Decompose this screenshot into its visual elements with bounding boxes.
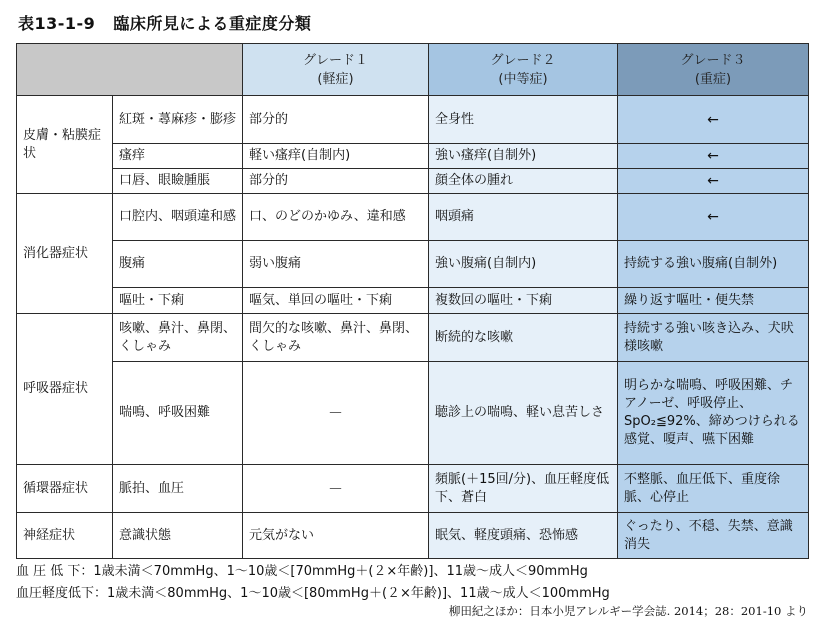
category-skin: 皮膚・粘膜症状 (17, 96, 113, 194)
symptom-cell: 脈拍、血圧 (113, 465, 243, 513)
symptom-cell: 意識状態 (113, 513, 243, 559)
category-respiratory: 呼吸器症状 (17, 314, 113, 465)
grade3-cell: ← (618, 144, 809, 169)
table-row (17, 169, 809, 194)
header-grade1 (243, 44, 429, 96)
grade3-cell: 持続する強い腹痛(自制外) (618, 241, 809, 288)
grade3-cell: 持続する強い咳き込み、犬吠様咳嗽 (618, 314, 809, 362)
header-row (17, 44, 809, 96)
grade2-cell: 強い瘙痒(自制外) (429, 144, 618, 169)
symptom-cell: 紅斑・蕁麻疹・膨疹 (113, 96, 243, 144)
table-row (17, 288, 809, 314)
table-row (17, 96, 809, 144)
grade1-cell: 元気がない (243, 513, 429, 559)
footnote-mild-hypotension: 血圧軽度低下：1歳未満＜80mmHg、1～10歳＜[80mmHg＋(２×年齢)]、11歳～成人＜100mmHg (16, 586, 610, 601)
table-row (17, 194, 809, 241)
grade2-cell: 強い腹痛(自制内) (429, 241, 618, 288)
grade1-cell: － (243, 362, 429, 465)
grade1-cell: 部分的 (243, 169, 429, 194)
table-row (17, 513, 809, 559)
symptom-cell: 咳嗽、鼻汁、鼻閉、くしゃみ (113, 314, 243, 362)
grade1-cell: 嘔気、単回の嘔吐・下痢 (243, 288, 429, 314)
symptom-cell: 嘔吐・下痢 (113, 288, 243, 314)
citation: 柳田紀之ほか：日本小児アレルギー学会誌. 2014；28：201-10 より (448, 604, 808, 618)
grade1-cell: 軽い瘙痒(自制内) (243, 144, 429, 169)
header-grade2 (429, 44, 618, 96)
grade3-cell: 繰り返す嘔吐・便失禁 (618, 288, 809, 314)
header-blank (17, 44, 243, 96)
table-number: 表13-1-9 (18, 14, 96, 33)
grade2-name: グレード２ (490, 52, 556, 68)
category-circulatory: 循環器症状 (17, 465, 113, 513)
header-grade3 (618, 44, 809, 96)
footnotes (16, 561, 610, 605)
symptom-cell: 口腔内、咽頭違和感 (113, 194, 243, 241)
table-title (18, 11, 311, 34)
grade1-level: (軽症) (317, 71, 354, 87)
symptom-cell: 口唇、眼瞼腫脹 (113, 169, 243, 194)
table-heading: 臨床所見による重症度分類 (113, 14, 312, 33)
grade2-cell: 眠気、軽度頭痛、恐怖感 (429, 513, 618, 559)
grade3-cell: ぐったり、不穏、失禁、意識消失 (618, 513, 809, 559)
grade3-cell: 不整脈、血圧低下、重度徐脈、心停止 (618, 465, 809, 513)
grade2-cell: 頻脈(＋15回/分)、血圧軽度低下、蒼白 (429, 465, 618, 513)
grade2-cell: 聴診上の喘鳴、軽い息苦しさ (429, 362, 618, 465)
symptom-cell: 喘鳴、呼吸困難 (113, 362, 243, 465)
symptom-cell: 腹痛 (113, 241, 243, 288)
category-neuro: 神経症状 (17, 513, 113, 559)
footnote-hypotension: 血 圧 低 下：1歳未満＜70mmHg、1～10歳＜[70mmHg＋(２×年齢)]、11歳～成人＜90mmHg (16, 564, 588, 579)
grade2-cell: 顔全体の腫れ (429, 169, 618, 194)
grade2-cell: 咽頭痛 (429, 194, 618, 241)
severity-table (16, 43, 809, 559)
symptom-cell: 瘙痒 (113, 144, 243, 169)
table-row (17, 241, 809, 288)
grade1-cell: 部分的 (243, 96, 429, 144)
grade2-cell: 断続的な咳嗽 (429, 314, 618, 362)
table-row (17, 314, 809, 362)
grade1-cell: 弱い腹痛 (243, 241, 429, 288)
table-row (17, 144, 809, 169)
grade1-cell: 間欠的な咳嗽、鼻汁、鼻閉、くしゃみ (243, 314, 429, 362)
grade3-cell: ← (618, 96, 809, 144)
grade3-cell: ← (618, 169, 809, 194)
table-row (17, 362, 809, 465)
grade2-cell: 複数回の嘔吐・下痢 (429, 288, 618, 314)
grade3-cell: 明らかな喘鳴、呼吸困難、チアノーゼ、呼吸停止、SpO₂≦92%、締めつけられる感覚、嗄声、嚥下困難 (618, 362, 809, 465)
grade1-cell: 口、のどのかゆみ、違和感 (243, 194, 429, 241)
table-row (17, 465, 809, 513)
grade1-cell: － (243, 465, 429, 513)
category-digestive: 消化器症状 (17, 194, 113, 314)
grade2-level: (中等症) (498, 71, 548, 87)
grade3-name: グレード３ (680, 52, 746, 68)
grade2-cell: 全身性 (429, 96, 618, 144)
grade3-level: (重症) (694, 71, 732, 87)
grade3-cell: ← (618, 194, 809, 241)
grade1-name: グレード１ (302, 52, 368, 68)
